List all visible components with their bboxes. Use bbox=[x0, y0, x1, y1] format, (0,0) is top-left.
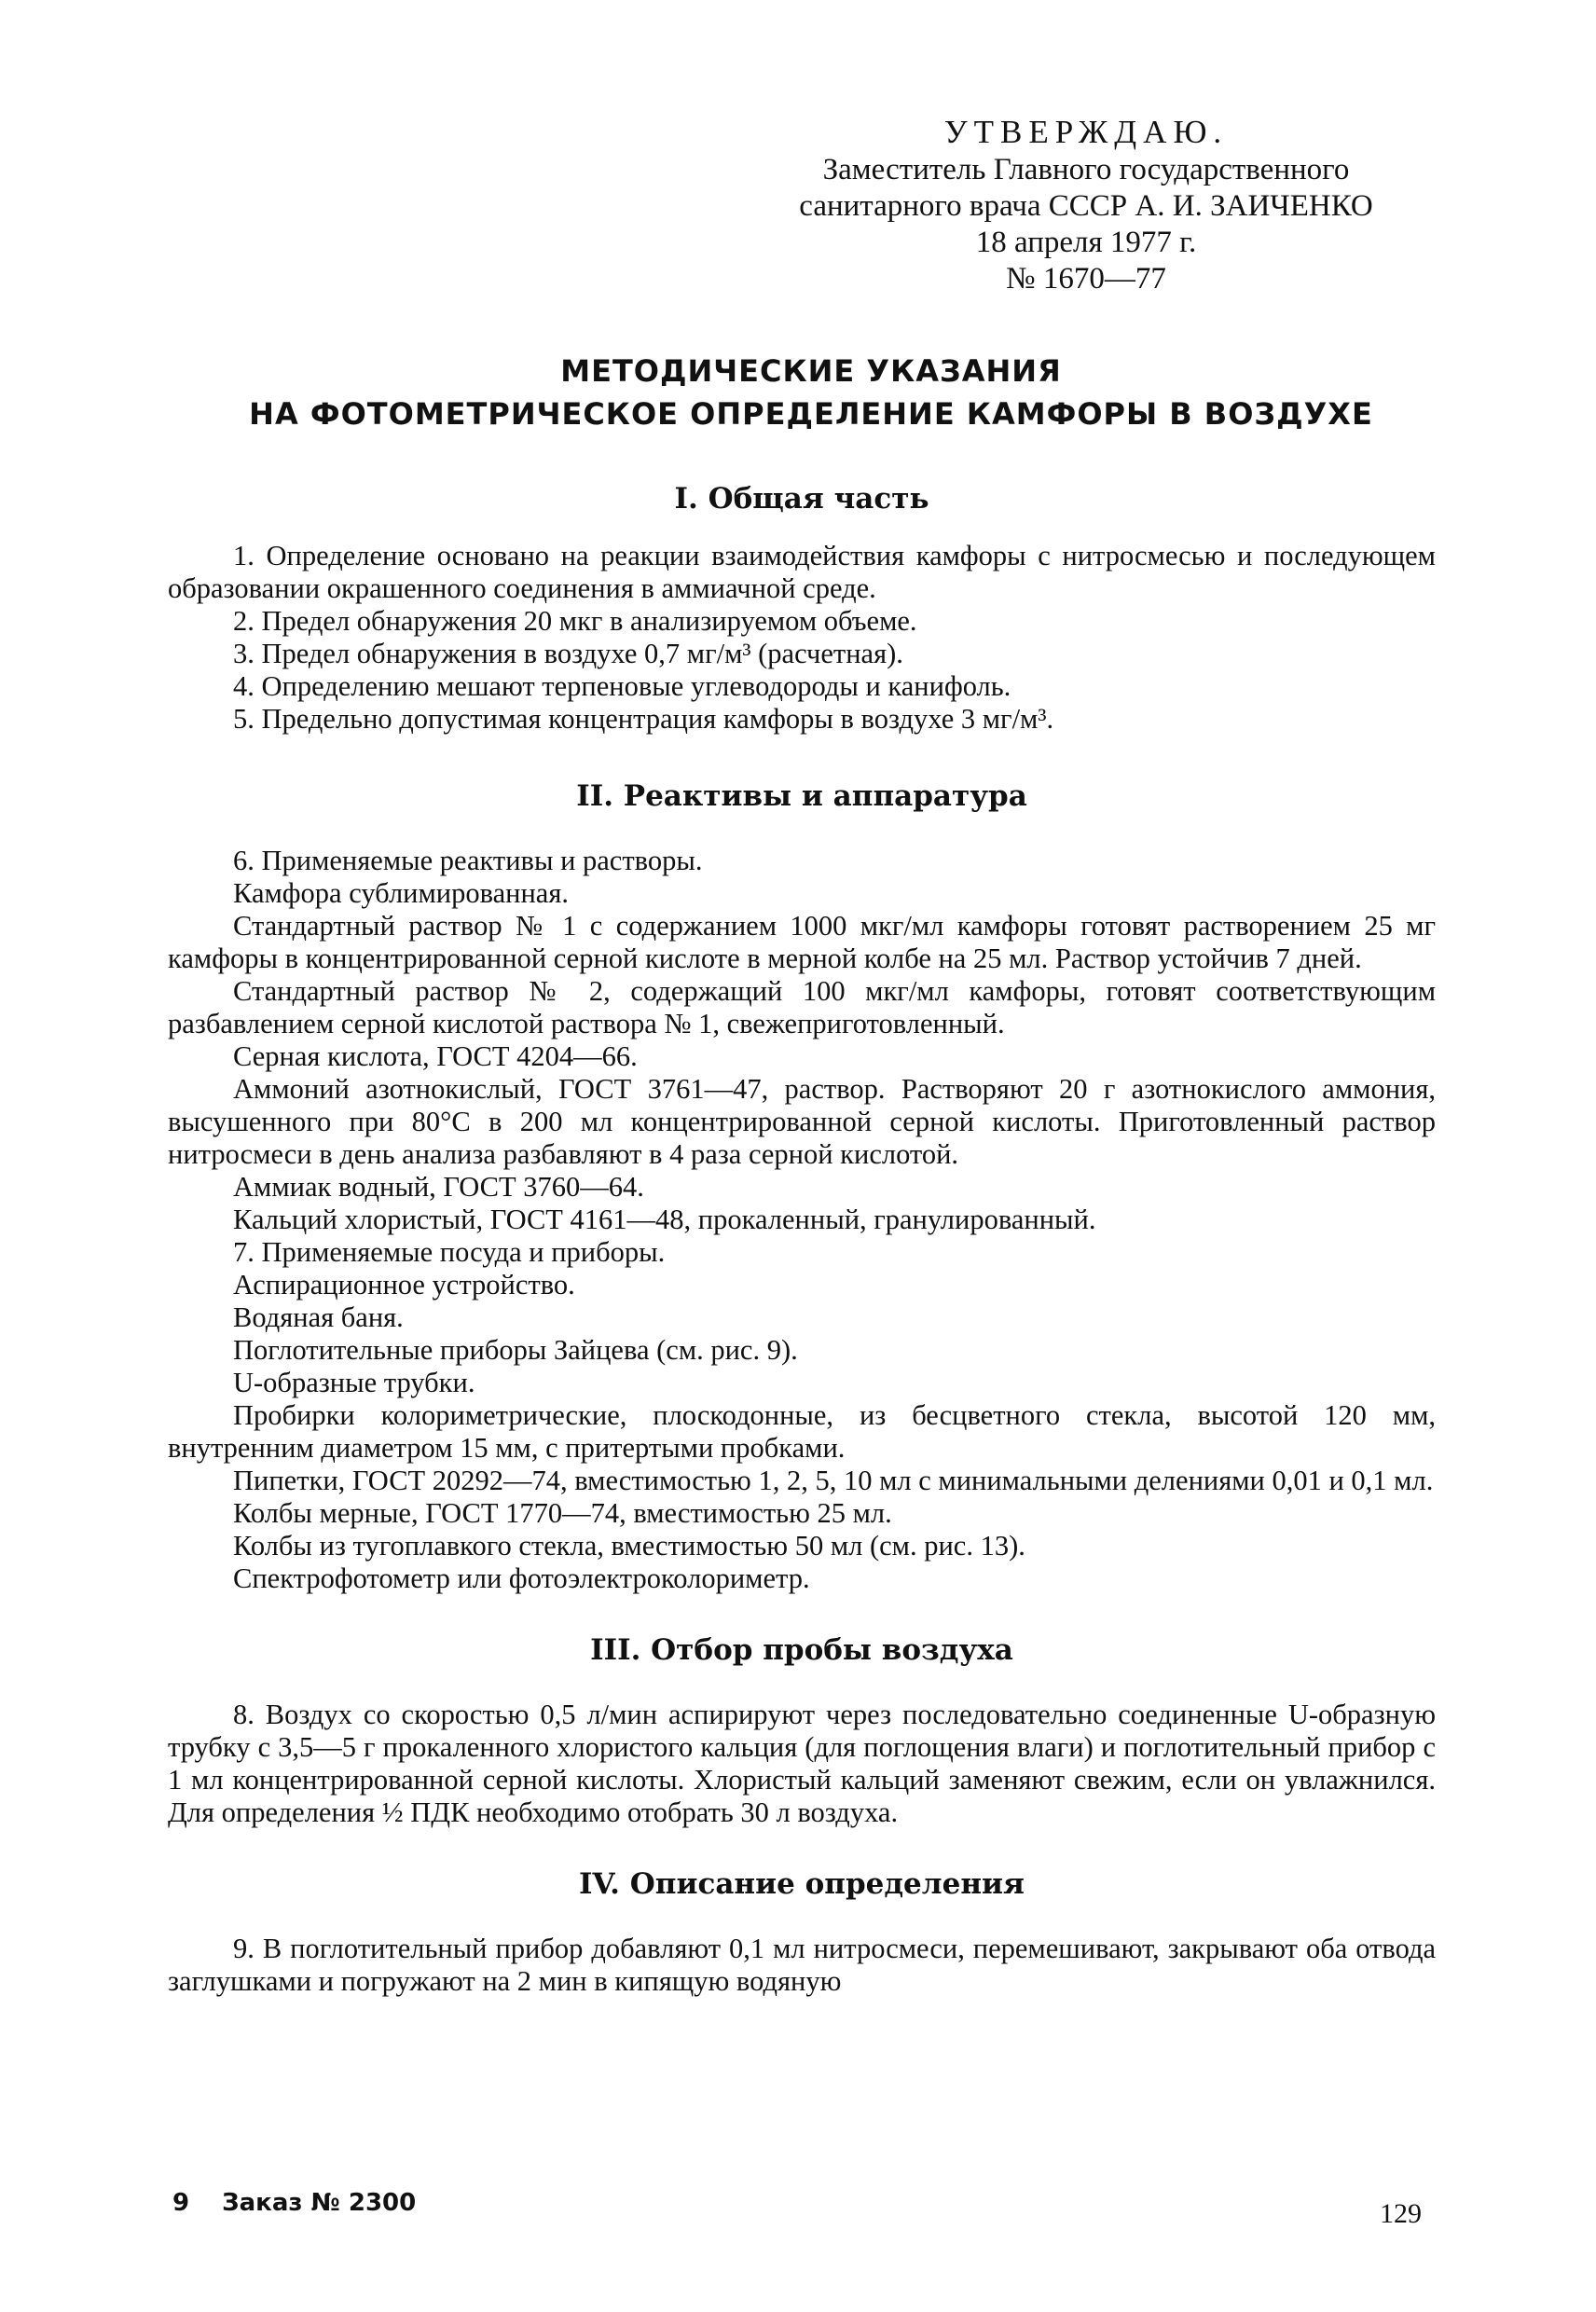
approval-title: УТВЕРЖДАЮ. bbox=[943, 114, 1229, 150]
paragraph: 6. Применяемые реактивы и растворы. bbox=[233, 845, 703, 876]
paragraph: Аспирационное устройство. bbox=[233, 1269, 575, 1300]
paragraph: 3. Предел обнаружения в воздухе 0,7 мг/м³ (расчетная). bbox=[233, 638, 903, 669]
footer-order-info bbox=[172, 2189, 416, 2217]
document-title-line-2: НА ФОТОМЕТРИЧЕСКОЕ ОПРЕДЕЛЕНИЕ КАМФОРЫ В ВОЗДУХЕ bbox=[249, 396, 1373, 432]
paragraph: Стандартный раствор № 2, содержащий 100 мкг/мл камфоры, готовят соответствующим разбавлением серной кислотой раствора № 1, свежеприготовленный. bbox=[168, 975, 1436, 1039]
printer-signature: 9 bbox=[172, 2189, 190, 2217]
paragraph: Кальций хлористый, ГОСТ 4161—48, прокаленный, гранулированный. bbox=[233, 1204, 1096, 1235]
paragraph: Пипетки, ГОСТ 20292—74, вместимостью 1, 2, 5, 10 мл с минимальными делениями 0,01 и 0,1 мл. bbox=[233, 1465, 1434, 1496]
paragraph: Стандартный раствор № 1 с содержанием 1000 мкг/мл камфоры готовят растворением 25 мг камфоры в концентрированной серной кислоте в мерной колбе на 25 мл. Раствор устойчив 7 дней. bbox=[168, 910, 1436, 974]
paragraph: Пробирки колориметрические, плоскодонные, из бесцветного стекла, высотой 120 мм, внутренним диаметром 15 мм, с притертыми пробками. bbox=[168, 1399, 1436, 1464]
paragraph: 4. Определению мешают терпеновые углеводороды и канифоль. bbox=[233, 670, 1011, 702]
approval-date: 18 апреля 1977 г. bbox=[975, 226, 1197, 259]
document-title-line-1: МЕТОДИЧЕСКИЕ УКАЗАНИЯ bbox=[560, 353, 1062, 389]
section-heading-sampling: III. Отбор пробы воздуха bbox=[590, 1633, 1013, 1667]
approval-number: № 1670—77 bbox=[1006, 262, 1166, 296]
paragraph: Аммиак водный, ГОСТ 3760—64. bbox=[233, 1171, 644, 1203]
order-number: Заказ № 2300 bbox=[222, 2189, 417, 2217]
section-heading-reagents: II. Реактивы и аппаратура bbox=[576, 779, 1027, 813]
paragraph: 2. Предел обнаружения 20 мкг в анализируемом объеме. bbox=[233, 605, 917, 637]
paragraph: 7. Применяемые посуда и приборы. bbox=[233, 1236, 666, 1268]
section-heading-procedure: IV. Описание определения bbox=[579, 1867, 1025, 1901]
paragraph: U-образные трубки. bbox=[233, 1367, 475, 1398]
approval-signatory: санитарного врача СССР А. И. ЗАИЧЕНКО bbox=[799, 189, 1373, 223]
paragraph: Поглотительные приборы Зайцева (см. рис. 9). bbox=[233, 1334, 798, 1366]
paragraph: 8. Воздух со скоростью 0,5 л/мин аспирируют через последовательно соединенные U-образную трубку с 3,5—5 г прокаленного хлористого кальция (для поглощения влаги) и поглотительный прибор с 1 мл концентрированной серной кислоты. Хлористый кальций заменяют свежим, если он увлажнился. Для определения ½ ПДК необходимо отобрать 30 л воздуха. bbox=[168, 1699, 1436, 1828]
paragraph: Серная кислота, ГОСТ 4204—66. bbox=[233, 1040, 638, 1072]
paragraph: 9. В поглотительный прибор добавляют 0,1 мл нитросмеси, перемешивают, закрывают оба отвода заглушками и погружают на 2 мин в кипящую водяную bbox=[168, 1933, 1436, 1997]
paragraph: 5. Предельно допустимая концентрация камфоры в воздухе 3 мг/м³. bbox=[233, 703, 1054, 735]
paragraph: Аммоний азотнокислый, ГОСТ 3761—47, раствор. Растворяют 20 г азотнокислого аммония, высушенного при 80°С в 200 мл концентрированной серной кислоты. Приготовленный раствор нитросмеси в день анализа разбавляют в 4 раза серной кислотой. bbox=[168, 1073, 1436, 1170]
approval-position: Заместитель Главного государственного bbox=[822, 153, 1350, 186]
approval-block bbox=[741, 114, 1431, 297]
paragraph: 1. Определение основано на реакции взаимодействия камфоры с нитросмесью и последующем образовании окрашенного соединения в аммиачной среде. bbox=[168, 540, 1436, 604]
paragraph: Спектрофотометр или фотоэлектроколориметр. bbox=[233, 1562, 810, 1594]
paragraph: Колбы из тугоплавкого стекла, вместимостью 50 мл (см. рис. 13). bbox=[233, 1530, 1025, 1562]
document-body bbox=[168, 483, 1436, 1998]
document-title bbox=[186, 350, 1436, 435]
section-heading-general: I. Общая часть bbox=[674, 482, 929, 516]
paragraph: Водяная баня. bbox=[233, 1301, 404, 1333]
paragraph: Колбы мерные, ГОСТ 1770—74, вместимостью 25 мл. bbox=[233, 1497, 892, 1529]
paragraph: Камфора сублимированная. bbox=[233, 877, 569, 909]
page-number: 129 bbox=[1380, 2198, 1422, 2229]
